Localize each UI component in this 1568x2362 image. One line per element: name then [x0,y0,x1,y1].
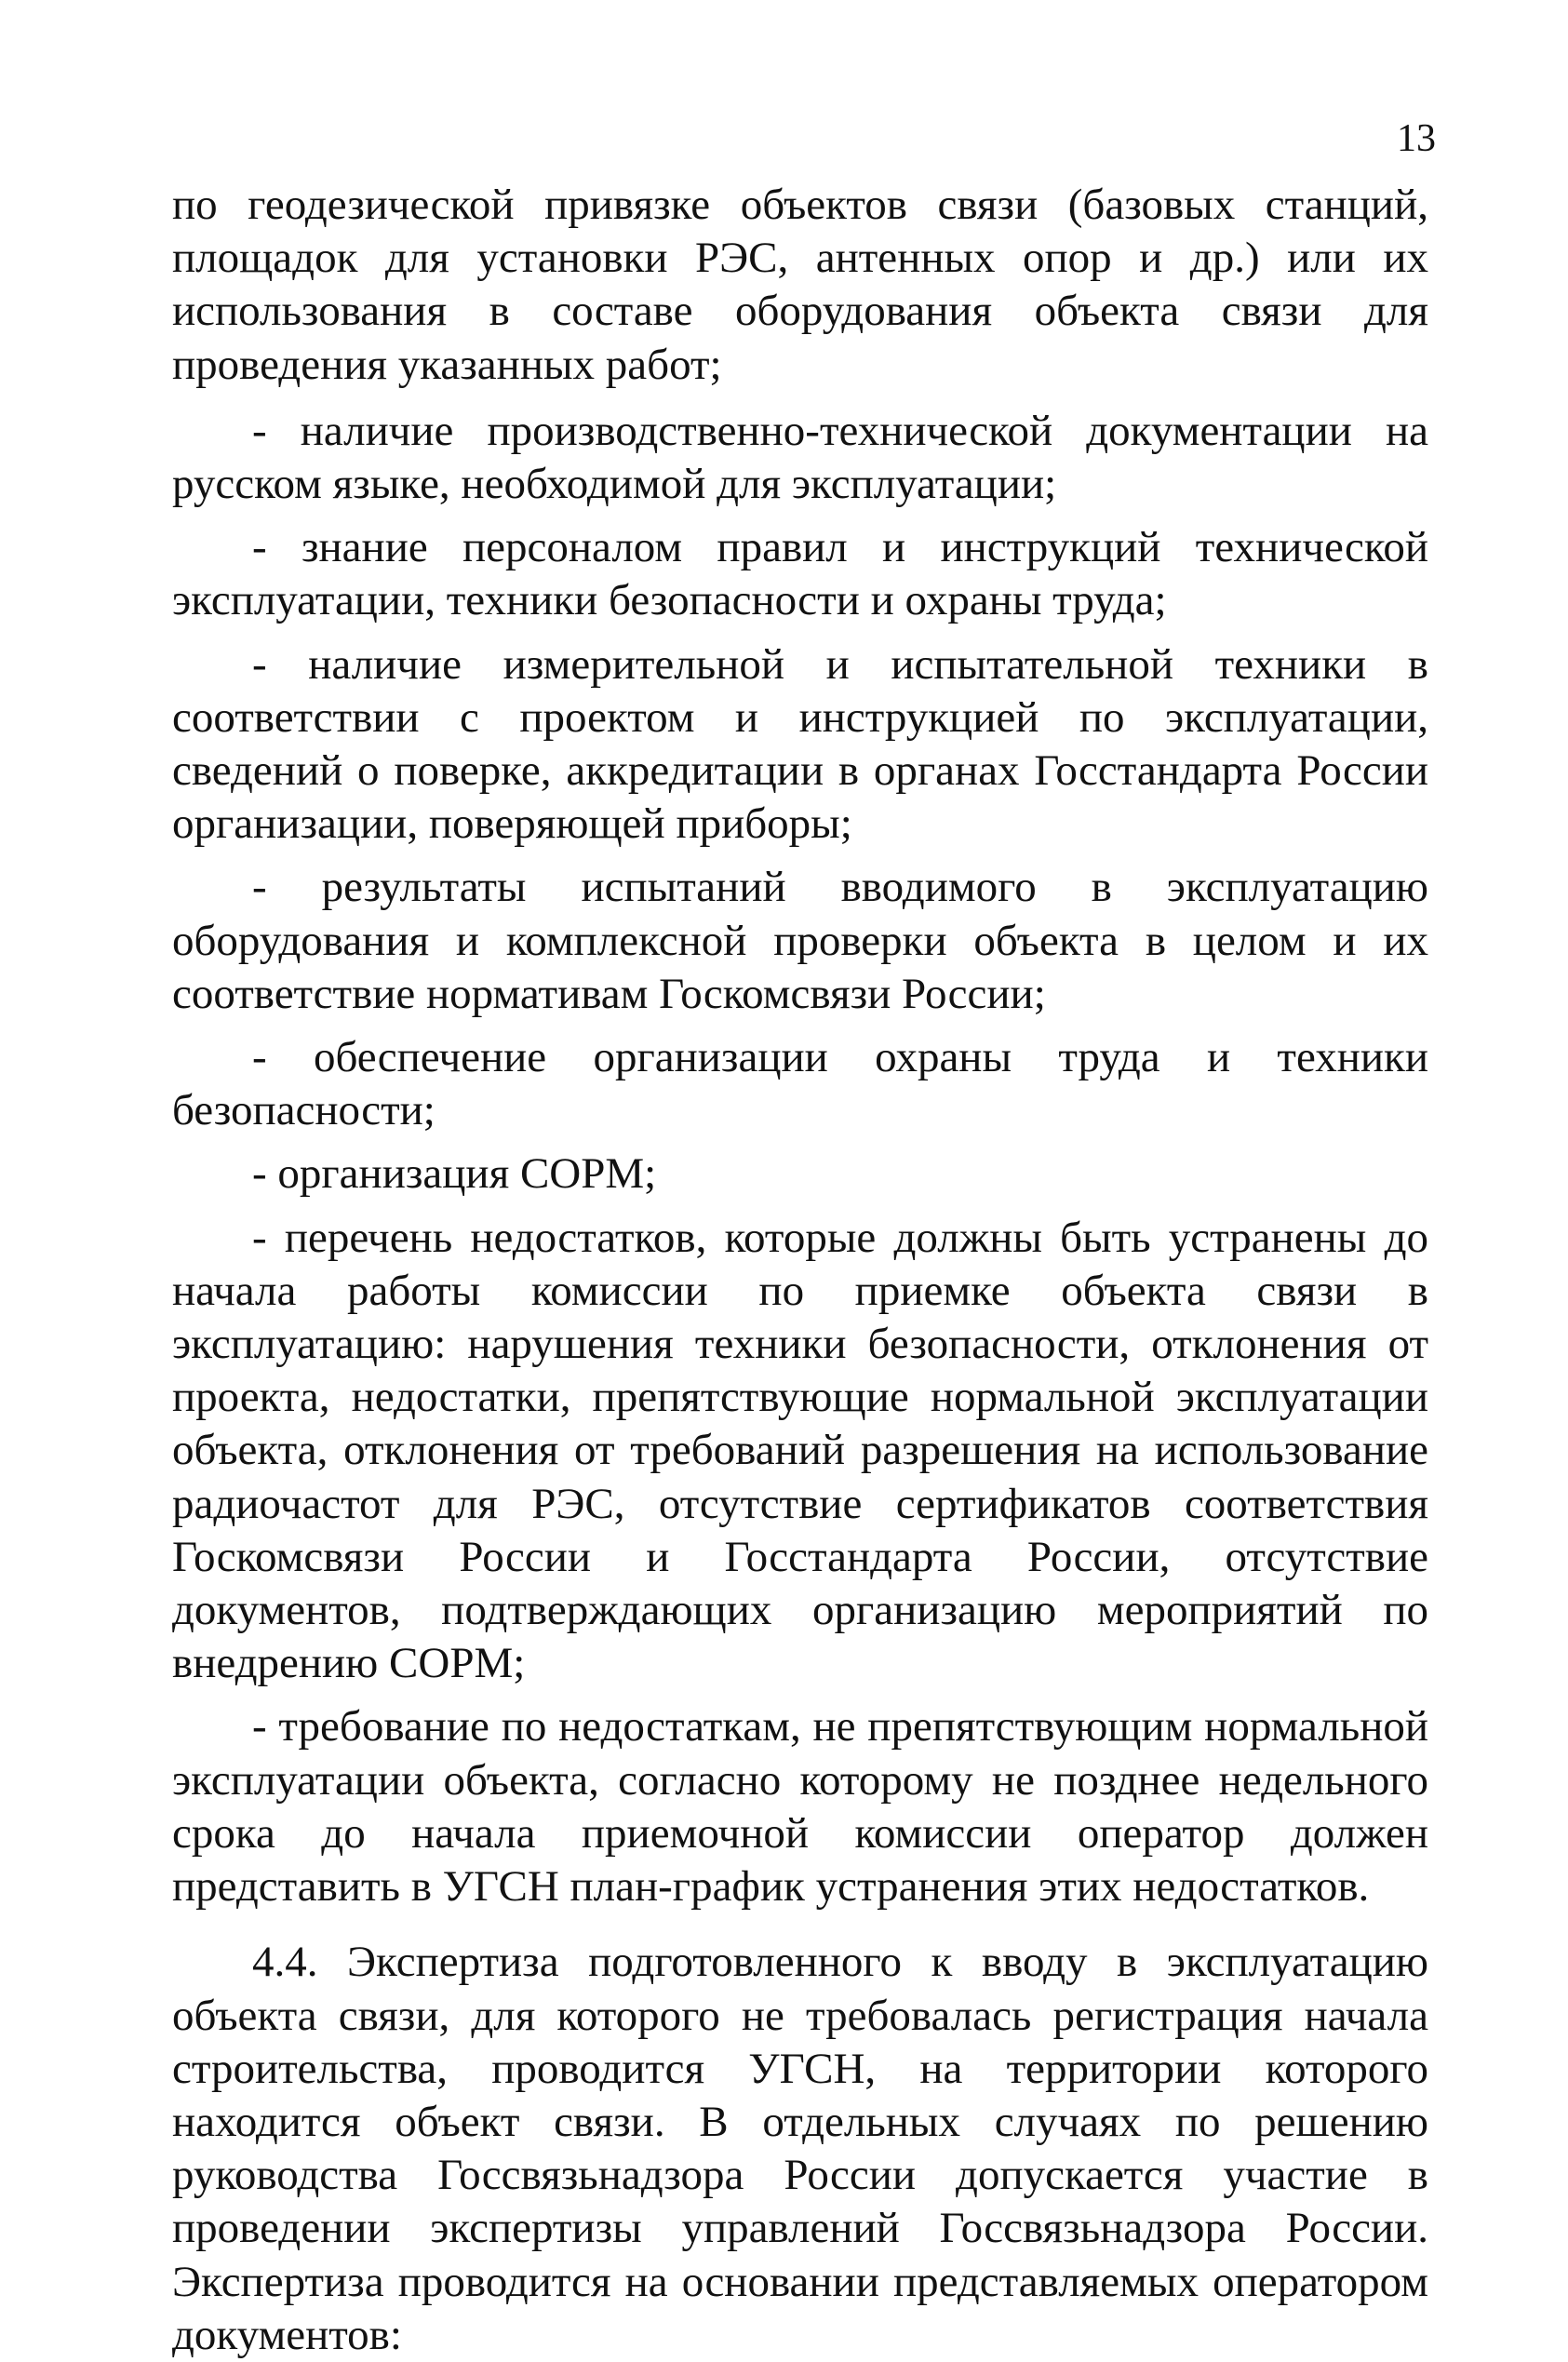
list-item: - перечень недостатков, которые должны быть устранены до начала работы комиссии по приемке объекта связи в эксплуатацию: нарушения техники безопасности, отклонения от проекта, недостатки, препятствующие нормальной эксплуатации объекта, отклонения от требований разрешения на использование радиочастот для РЭС, отсутствие сертификатов соответствия Госкомсвязи России и Госстандарта России, отсутствие документов, подтверждающих организацию мероприятий по внедрению СОРМ; [172,1213,1428,1688]
list-item: - требование по недостаткам, не препятствующим нормальной эксплуатации объекта, согласно которому не позднее недельного срока до начала приемочной комиссии оператор должен представить в УГСН план-график устранения этих недостатков. [172,1702,1428,1912]
section-paragraph: 4.4. Экспертиза подготовленного к вводу в эксплуатацию объекта связи, для которого не требовалась регистрация начала строительства, проводится УГСН, на территории которого находится объект связи. В отдельных случаях по решению руководства Госсвязьнадзора России допускается участие в проведении экспертизы управлений Госсвязьнадзора России. Экспертиза проводится на основании представляемых оператором документов: [172,1938,1428,2359]
list-item: - обеспечение организации охраны труда и техники безопасности; [172,1033,1428,1135]
intro-paragraph: по геодезической привязке объектов связи (базовых станций, площадок для установки РЭС, антенных опор и др.) или их использования в составе оборудования объекта связи для проведения указанных работ; [172,181,1428,389]
list-item: - знание персоналом правил и инструкций технической эксплуатации, техники безопасности и охраны труда; [172,523,1428,625]
list-item: - результаты испытаний вводимого в эксплуатацию оборудования и комплексной проверки объекта в целом и их соответствие нормативам Госкомсвязи России; [172,863,1428,1018]
document-body [172,179,1428,2362]
page-number: 13 [1397,117,1436,160]
list-item: - организация СОРМ; [252,1149,657,1199]
list-item: - наличие измерительной и испытательной техники в соответствии с проектом и инструкцией по эксплуатации, сведений о поверке, аккредитации в органах Госстандарта России организации, поверяющей приборы; [172,639,1428,849]
list-item: - наличие производственно-технической документации на русском языке, необходимой для эксплуатации; [172,406,1428,509]
